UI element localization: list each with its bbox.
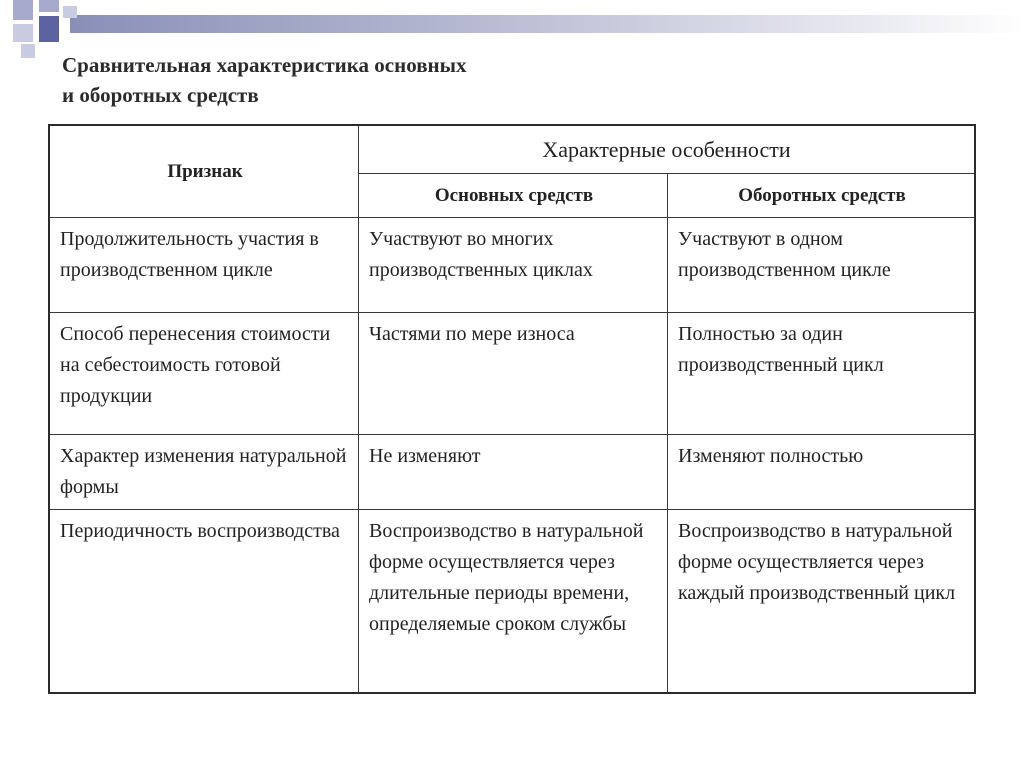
header-gradient-bar — [70, 15, 1024, 33]
table-row — [49, 510, 975, 693]
cell-feature: Характер изменения натуральной формы — [49, 435, 359, 510]
decor-square — [39, 16, 59, 42]
slide-title-line2: и оборотных средств — [62, 83, 259, 107]
decor-square — [13, 24, 33, 42]
cell-feature: Периодичность воспроизводства — [49, 510, 359, 693]
table-row — [49, 218, 975, 313]
header-current-assets: Оборотных средств — [668, 174, 976, 218]
table-header-row — [49, 125, 975, 174]
decor-square — [13, 0, 33, 20]
table-row — [49, 435, 975, 510]
cell-current: Полностью за один производственный цикл — [668, 313, 976, 435]
cell-current: Участвуют в одном производственном цикле — [668, 218, 976, 313]
decor-square — [39, 0, 59, 12]
header-fixed-assets: Основных средств — [359, 174, 668, 218]
slide-title-line1: Сравнительная характеристика основных — [62, 53, 467, 77]
cell-feature: Продолжительность участия в производственном цикле — [49, 218, 359, 313]
table-row — [49, 313, 975, 435]
cell-fixed: Не изменяют — [359, 435, 668, 510]
header-decoration — [0, 0, 1024, 40]
cell-fixed: Частями по мере износа — [359, 313, 668, 435]
cell-current: Воспроизводство в натуральной форме осуществляется через каждый производственный цикл — [668, 510, 976, 693]
decor-square — [21, 44, 35, 58]
cell-fixed: Участвуют во многих производственных циклах — [359, 218, 668, 313]
decor-square — [63, 6, 77, 18]
cell-feature: Способ перенесения стоимости на себестоимость готовой продукции — [49, 313, 359, 435]
header-feature: Признак — [49, 125, 359, 218]
cell-fixed: Воспроизводство в натуральной форме осуществляется через длительные периоды времени, определяемые сроком службы — [359, 510, 668, 693]
slide-title — [62, 50, 467, 110]
cell-current: Изменяют полностью — [668, 435, 976, 510]
comparison-table — [48, 124, 976, 694]
header-group: Характерные особенности — [359, 125, 976, 174]
